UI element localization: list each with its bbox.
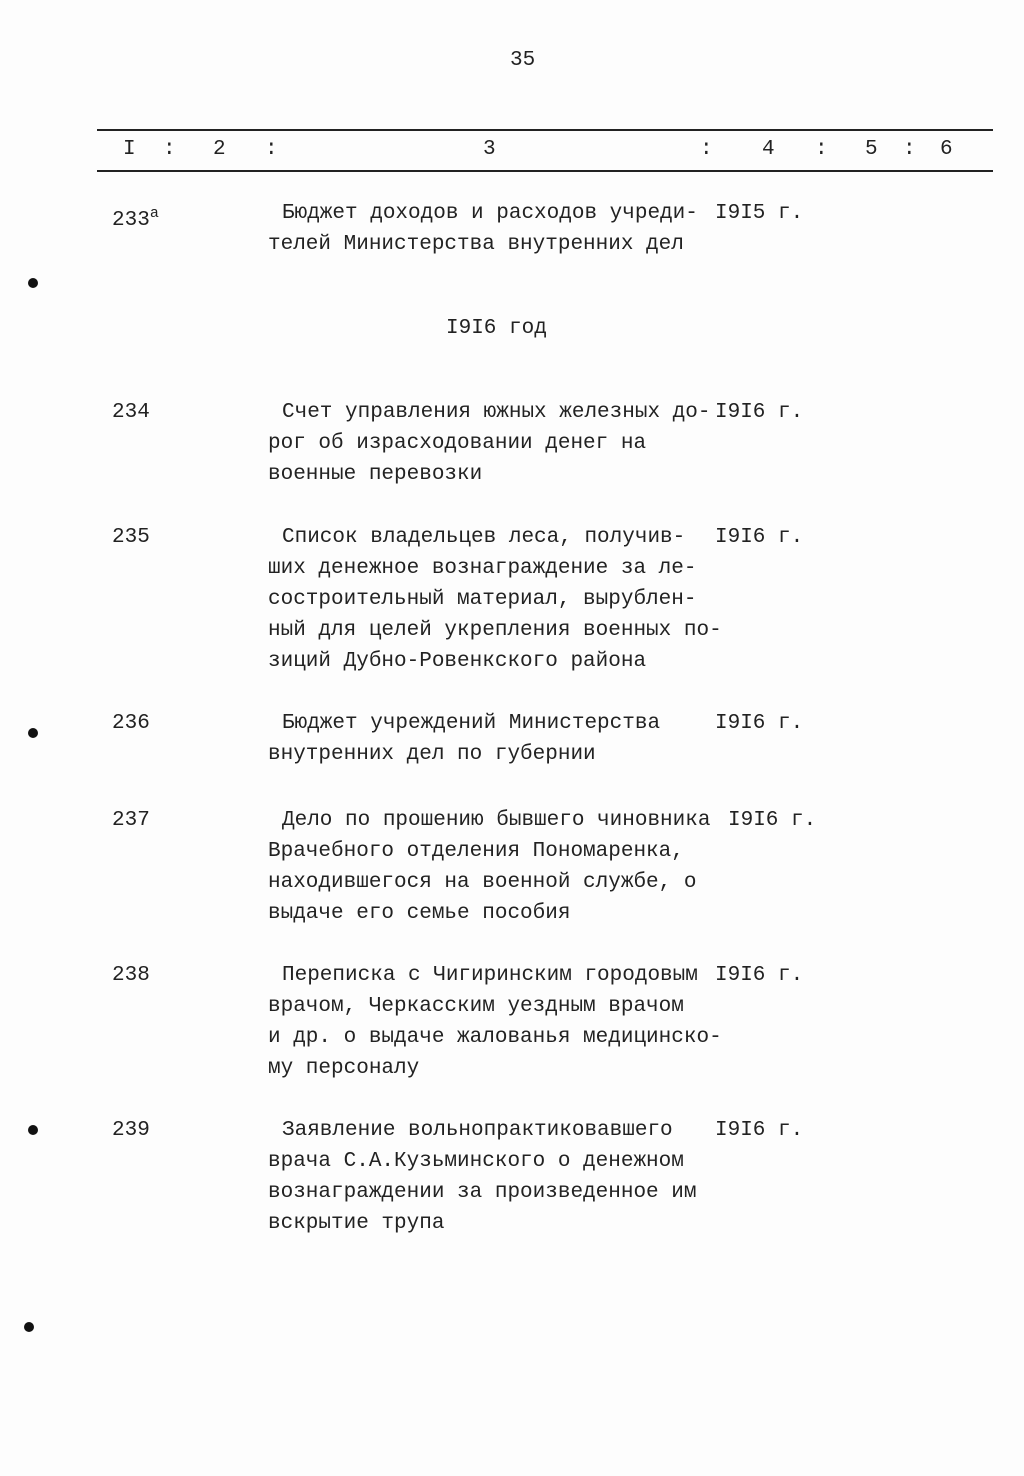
description-line: и др. о выдаче жалованья медицинско- [268,1026,722,1049]
description-line: Счет управления южных железных до- [282,401,711,424]
table-top-rule [97,129,993,131]
entry-description [268,397,710,490]
entry-number-text: 233 [112,209,150,232]
entry-year: I9I6 г. [715,401,804,424]
description-line: военные перевозки [268,463,483,486]
description-line: Заявление вольнопрактиковавшего [282,1119,673,1142]
entry-description [268,522,722,677]
header-col-4: 4 [762,138,775,161]
entry-year: I9I6 г. [715,712,804,735]
entry-number-text: 234 [112,401,150,424]
description-line: врача С.А.Кузьминского о денежном [268,1150,684,1173]
description-line: зиций Дубно-Ровенкского района [268,650,647,673]
punch-hole [28,278,38,288]
header-col-1: I [123,138,136,161]
entry-description [268,960,722,1084]
header-sep: : [815,138,828,161]
punch-hole [24,1322,34,1332]
table-header-bottom-rule [97,170,993,172]
entry-description [268,708,660,770]
description-line: Бюджет учреждений Министерства [282,712,661,735]
description-line: ный для целей укрепления военных по- [268,619,722,642]
description-line: Список владельцев леса, получив- [282,526,686,549]
description-line: выдаче его семье пособия [268,902,571,925]
entry-number [112,522,150,553]
entry-number-text: 237 [112,809,150,832]
punch-hole [28,728,38,738]
description-line: Бюджет доходов и расходов учреди- [282,202,698,225]
header-sep: : [265,138,278,161]
description-line: вскрытие трупа [268,1212,445,1235]
description-line: врачом, Черкасским уездным врачом [268,995,684,1018]
header-sep: : [163,138,176,161]
header-col-2: 2 [213,138,226,161]
entry-number [112,397,150,428]
description-line: ших денежное вознаграждение за ле- [268,557,697,580]
description-line: состроительный материал, вырублен- [268,588,697,611]
entry-number [112,1115,150,1146]
entry-number [112,708,150,739]
header-col-6: 6 [940,138,953,161]
entry-year: I9I6 г. [715,526,804,549]
description-line: телей Министерства внутренних дел [268,233,684,256]
description-line: рог об израсходовании денег на [268,432,647,455]
entry-number [112,960,150,991]
header-sep: : [700,138,713,161]
entry-year: I9I6 г. [728,809,817,832]
entry-description [268,805,710,929]
entry-number-text: 235 [112,526,150,549]
page-number: 35 [510,49,536,72]
header-sep: : [903,138,916,161]
description-line: Врачебного отделения Пономаренка, [268,840,684,863]
punch-hole [28,1125,38,1135]
description-line: Дело по прошению бывшего чиновника [282,809,711,832]
entry-number [112,805,150,836]
section-heading: I9I6 год [446,317,547,340]
entry-year: I9I5 г. [715,202,804,225]
description-line: внутренних дел по губернии [268,743,596,766]
description-line: Переписка с Чигиринским городовым [282,964,698,987]
description-line: находившегося на военной службе, о [268,871,697,894]
entry-number-suffix: а [149,205,159,222]
entry-number-text: 238 [112,964,150,987]
entry-description [268,198,698,260]
header-col-5: 5 [865,138,878,161]
description-line: вознаграждении за произведенное им [268,1181,697,1204]
entry-description [268,1115,696,1239]
entry-number-text: 236 [112,712,150,735]
entry-number [112,198,159,236]
header-col-3: 3 [483,138,496,161]
entry-year: I9I6 г. [715,1119,804,1142]
description-line: му персоналу [268,1057,420,1080]
entry-year: I9I6 г. [715,964,804,987]
entry-number-text: 239 [112,1119,150,1142]
